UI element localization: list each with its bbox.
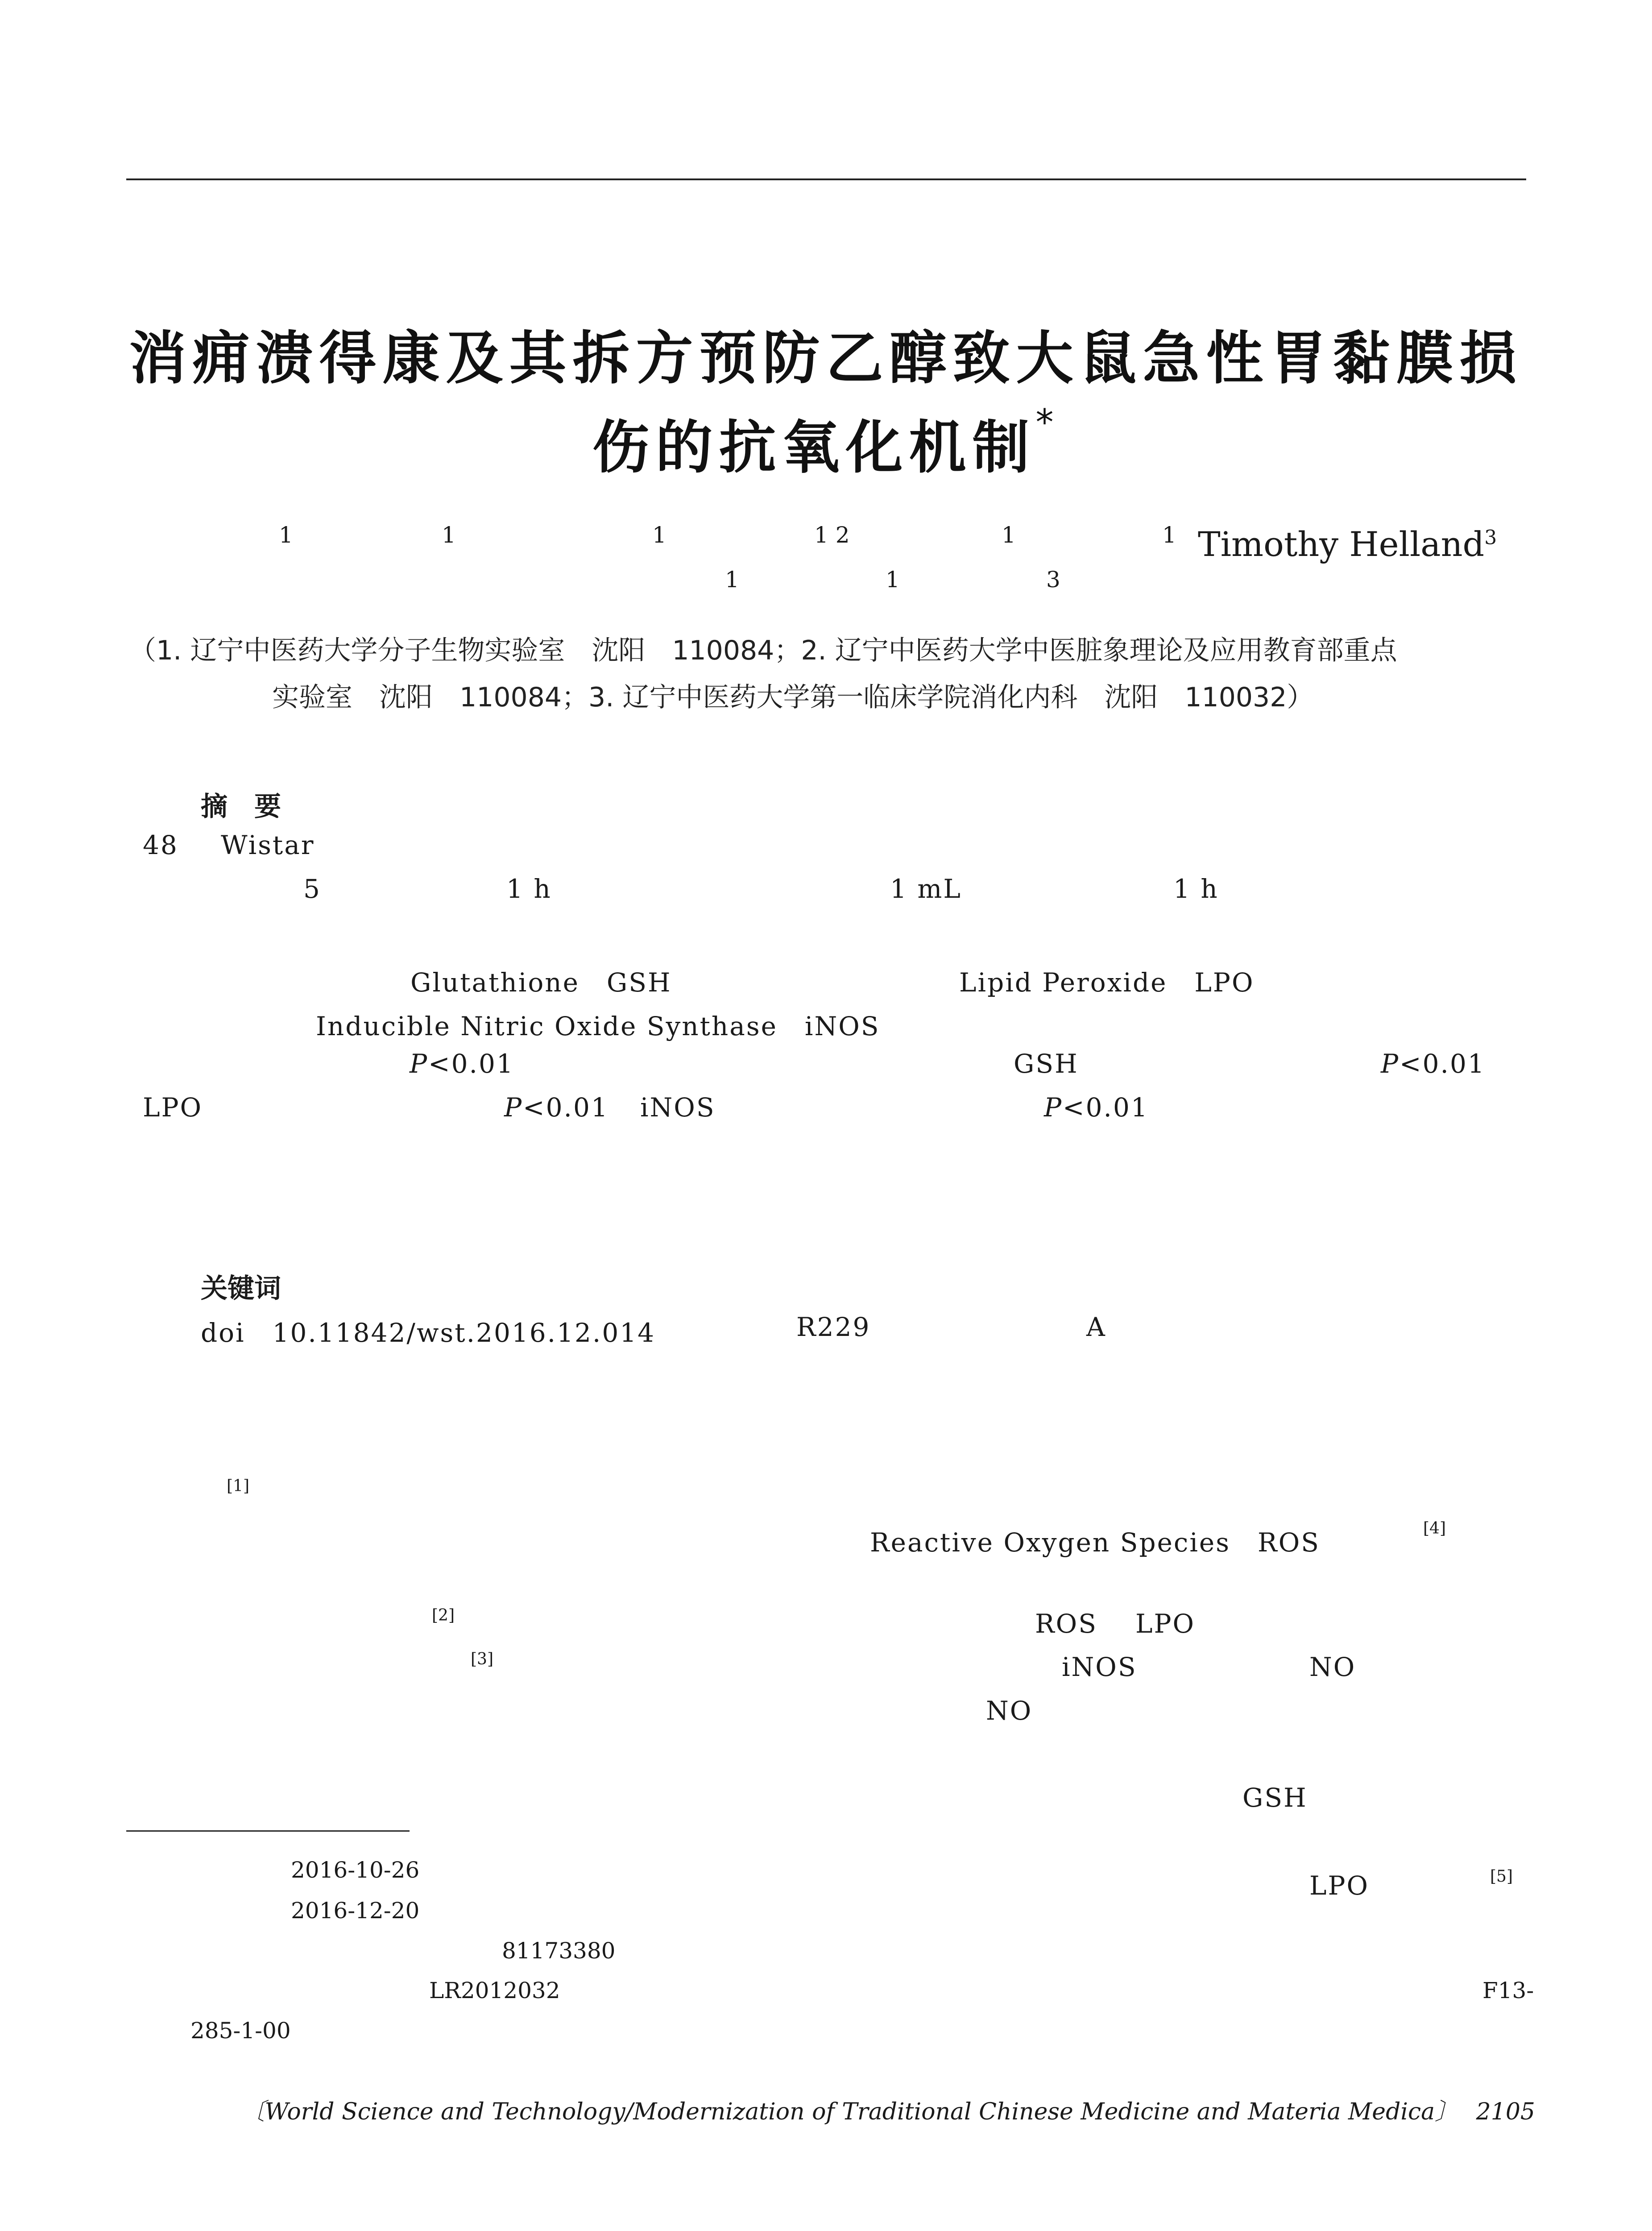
body-text: NO <box>986 1696 1033 1726</box>
affiliation-line1: （1. 辽宁中医药大学分子生物实验室 沈阳 110084；2. 辽宁中医药大学中医脏象理论及应用教育部重点 <box>129 635 1397 666</box>
abstract-text: GSH <box>1014 1049 1079 1079</box>
p-symbol: P <box>410 1049 429 1079</box>
citation-ref: [4] <box>1423 1519 1446 1538</box>
title-footnote-star: * <box>1035 402 1060 443</box>
p-threshold: <0.01 <box>523 1092 609 1123</box>
article-title-text: 伤的抗氧化机制 <box>592 415 1036 481</box>
author-affil-mark: 1 2 <box>814 522 850 548</box>
author-affil-mark: 1 <box>1002 522 1016 548</box>
revised-date: 2016-12-20 <box>291 1898 420 1924</box>
abstract-p-value <box>1381 1049 1486 1079</box>
abstract-text: iNOS <box>640 1092 716 1123</box>
abstract-heading: 摘 要 <box>201 791 281 822</box>
p-symbol: P <box>504 1092 523 1123</box>
abstract-text: 1 h <box>506 874 552 904</box>
clc-number: R229 <box>796 1312 871 1342</box>
page-number: 2105 <box>1476 2098 1535 2125</box>
abstract-text: 5 <box>303 874 321 904</box>
abstract-text: LPO <box>143 1092 203 1123</box>
article-title-line2 <box>0 402 1652 484</box>
author-affil-mark: 1 <box>442 522 456 548</box>
keywords-heading: 关键词 <box>201 1273 281 1304</box>
journal-footer <box>241 2093 1535 2126</box>
abstract-text: 1 h <box>1173 874 1219 904</box>
p-symbol: P <box>1381 1049 1400 1079</box>
p-threshold: <0.01 <box>1399 1049 1486 1079</box>
body-text: GSH <box>1242 1783 1308 1813</box>
body-text: ROS <box>1035 1609 1097 1639</box>
body-text: LPO <box>1309 1870 1370 1901</box>
footnote-rule <box>126 1830 410 1832</box>
citation-ref: [1] <box>227 1477 249 1495</box>
citation-ref: [2] <box>432 1606 455 1625</box>
article-title-line1: 消痈溃得康及其拆方预防乙醇致大鼠急性胃黏膜损 <box>129 325 1523 392</box>
author-name <box>1198 524 1497 564</box>
author-name-text: Timothy Helland <box>1198 524 1485 564</box>
grant-number: LR2012032 <box>429 1978 560 2003</box>
abstract-text: 48 <box>143 830 178 860</box>
body-text: LPO <box>1135 1609 1196 1639</box>
grant-number: 285-1-00 <box>190 2018 291 2044</box>
document-code: A <box>1086 1312 1106 1342</box>
p-threshold: <0.01 <box>428 1049 514 1079</box>
body-text: iNOS <box>1062 1652 1137 1682</box>
p-threshold: <0.01 <box>1063 1092 1149 1123</box>
author-name-affil: 3 <box>1484 526 1497 549</box>
abstract-p-value <box>1044 1092 1149 1123</box>
author-affil-mark: 1 <box>886 567 900 593</box>
abstract-text: 1 mL <box>890 874 962 904</box>
author-affil-mark: 1 <box>725 567 739 593</box>
affiliation-line2: 实验室 沈阳 110084；3. 辽宁中医药大学第一临床学院消化内科 沈阳 110032） <box>272 682 1314 713</box>
abstract-text: Wistar <box>221 830 315 860</box>
doi: doi 10.11842/wst.2016.12.014 <box>201 1318 656 1348</box>
received-date: 2016-10-26 <box>291 1857 420 1883</box>
grant-number: F13- <box>1482 1978 1534 2003</box>
abstract-p-value <box>410 1049 514 1079</box>
author-affil-mark: 3 <box>1046 567 1060 593</box>
author-affil-mark: 1 <box>279 522 293 548</box>
abstract-text: Inducible Nitric Oxide Synthase iNOS <box>316 1011 880 1041</box>
p-symbol: P <box>1044 1092 1063 1123</box>
journal-name: 〔World Science and Technology/Modernization of Traditional Chinese Medicine and Materia Medica〕 <box>241 2098 1458 2125</box>
abstract-text: Lipid Peroxide LPO <box>959 967 1255 998</box>
abstract-text: Glutathione GSH <box>410 967 672 998</box>
grant-number: 81173380 <box>502 1938 616 1964</box>
author-affil-mark: 1 <box>1162 522 1176 548</box>
body-text: NO <box>1309 1652 1356 1682</box>
header-rule <box>126 178 1526 180</box>
body-text: Reactive Oxygen Species ROS <box>870 1527 1320 1558</box>
author-affil-mark: 1 <box>652 522 667 548</box>
citation-ref: [5] <box>1490 1867 1513 1886</box>
abstract-p-value <box>504 1092 609 1123</box>
citation-ref: [3] <box>471 1650 493 1668</box>
